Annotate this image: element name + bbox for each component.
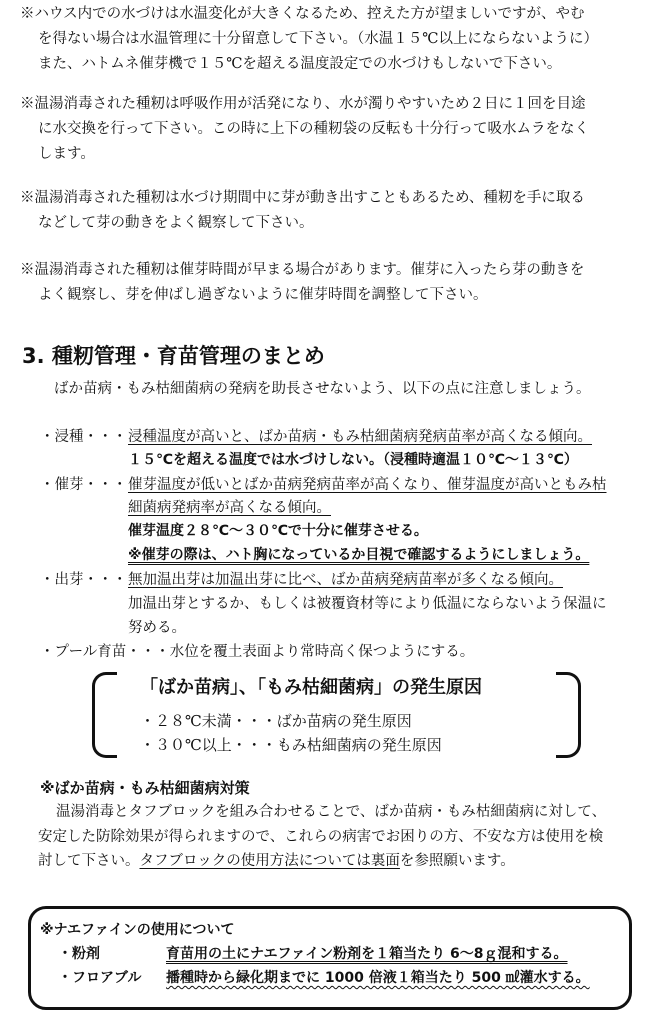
paragraph-sprout-timing: [20, 258, 650, 308]
text-line: また、ハトムネ催芽機で１５℃を超える温度設定での水づけもしないで下さい。: [38, 56, 562, 72]
countermeasure-line-1: 温湯消毒とタフブロックを組み合わせることで、ばか苗病・もみ枯細菌病に対して、: [56, 804, 607, 820]
sprout-label: ・催芽・・・: [40, 477, 127, 493]
emerge-text-1: 無加温出芽は加温出芽に比べ、ばか苗病発病苗率が多くなる傾向。: [128, 572, 563, 588]
soak-text: 浸種温度が高いと、ばか苗病・もみ枯細菌病発病苗率が高くなる傾向。: [128, 429, 592, 445]
naefine-powder-label: ・粉剤: [58, 946, 100, 962]
sprout-bold-2: ※催芽の際は、ハト胸になっているか目視で確認するようにしましょう。: [128, 547, 590, 563]
sprout-text-2: 細菌病発病率が高くなる傾向。: [128, 500, 331, 516]
text-line: などして芽の動きをよく観察して下さい。: [38, 215, 314, 231]
emerge-text-3: 努める。: [128, 620, 186, 636]
cause-box-title: 「ばか苗病」、「もみ枯細菌病」の発生原因: [140, 677, 482, 698]
text-line: ※温湯消毒された種籾は水づけ期間中に芽が動き出すこともあるため、種籾を手に取る: [20, 190, 585, 206]
countermeasure-line-3-pre: 討して下さい。: [38, 853, 140, 869]
paragraph-sprout-observation: [20, 186, 650, 236]
text-line: ※温湯消毒された種籾は呼吸作用が活発になり、水が濁りやすいため２日に１回を目途: [20, 96, 586, 112]
countermeasure-heading: ※ばか苗病・もみ枯細菌病対策: [40, 779, 250, 797]
soak-bold: １５℃を超える温度では水づけしない。（浸種時適温１０℃～１３℃）: [128, 452, 578, 468]
text-line: ※温湯消毒された種籾は催芽時間が早まる場合があります。催芽に入ったら芽の動きを: [20, 262, 585, 278]
naefine-title: ※ナエファインの使用について: [40, 922, 235, 938]
countermeasure-line-3: [38, 849, 515, 870]
section-intro: ばか苗病・もみ枯細菌病の発病を助長させないよう、以下の点に注意しましょう。: [54, 381, 591, 397]
text-line: を得ない場合は水温管理に十分留意して下さい。（水温１５℃以上にならないように）: [38, 31, 598, 47]
naefine-flowable-text: 播種時から緑化期までに 1000 倍液１箱当たり 500 ㎖灌水する。: [166, 970, 590, 986]
left-bracket: [92, 672, 117, 758]
tough-block-reference: タフブロックの使用方法については裏面: [139, 853, 400, 869]
text-line: よく観察し、芽を伸ばし過ぎないように催芽時間を調整して下さい。: [38, 287, 488, 303]
paragraph-water-change: [20, 92, 650, 167]
text-line: します。: [38, 146, 95, 162]
section-heading: 3. 種籾管理・育苗管理のまとめ: [22, 344, 325, 368]
cause-item-1: ・２８℃未満・・・ばか苗病の発生原因: [140, 712, 412, 730]
text-line: ※ハウス内での水づけは水温変化が大きくなるため、控えた方が望ましいですが、やむ: [20, 6, 585, 22]
text-line: に水交換を行って下さい。この時に上下の種籾袋の反転も十分行って吸水ムラをなく: [38, 121, 589, 137]
sprout-text-1: 催芽温度が低いとばか苗病発病苗率が高くなり、催芽温度が高いともみ枯: [128, 477, 607, 493]
cause-item-2: ・３０℃以上・・・もみ枯細菌病の発生原因: [140, 736, 442, 754]
countermeasure-line-3-post: を参照願います。: [399, 853, 515, 869]
right-bracket: [556, 672, 581, 758]
emerge-label: ・出芽・・・: [40, 572, 127, 588]
paragraph-water-temperature: [20, 2, 650, 77]
pool-text: ・プール育苗・・・水位を覆土表面より常時高く保つようにする。: [40, 644, 475, 660]
sprout-bold-1: 催芽温度２８℃～３０℃で十分に催芽させる。: [128, 523, 428, 539]
naefine-powder-text: 育苗用の土にナエファイン粉剤を１箱当たり 6～8ｇ混和する。: [166, 946, 568, 962]
countermeasure-line-2: 安定した防除効果が得られますので、これらの病害でお困りの方、不安な方は使用を検: [38, 829, 604, 845]
emerge-text-2: 加温出芽とするか、もしくは被覆資材等により低温にならないよう保温に: [128, 596, 607, 612]
soak-label: ・浸種・・・: [40, 429, 127, 445]
naefine-flowable-label: ・フロアブル: [58, 970, 142, 986]
